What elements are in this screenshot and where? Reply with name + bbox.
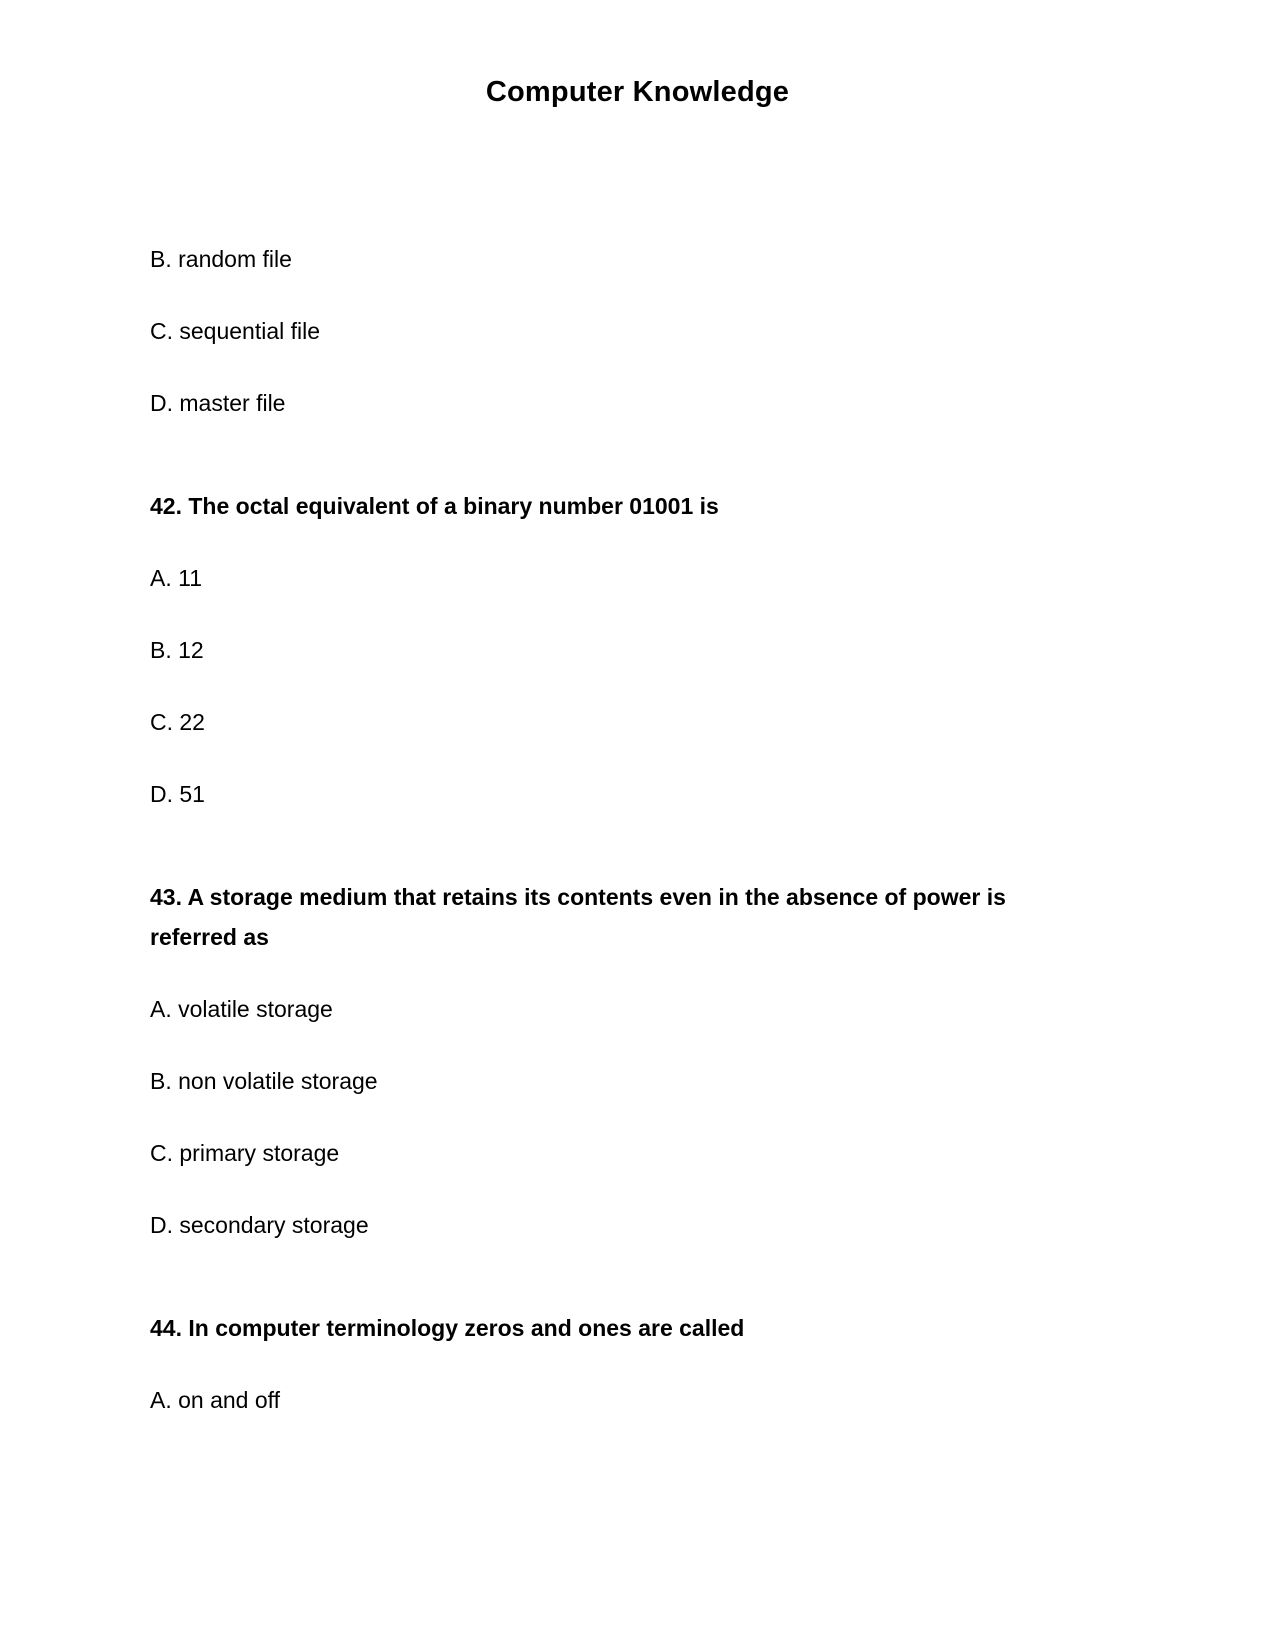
option-item: A. volatile storage xyxy=(150,996,333,1022)
question-43-text-line2: referred as xyxy=(150,924,269,950)
option-item: A. on and off xyxy=(150,1387,281,1413)
page-title: Computer Knowledge xyxy=(485,76,790,108)
question-43-text-line1: 43. A storage medium that retains its contents even in the absence of power is xyxy=(150,884,1006,910)
option-item: B. 12 xyxy=(150,637,204,663)
question-42-text: 42. The octal equivalent of a binary number 01001 is xyxy=(150,493,719,519)
option-item: D. master file xyxy=(150,390,286,416)
option-item: B. random file xyxy=(150,246,292,272)
option-item: D. 51 xyxy=(150,781,205,807)
option-item: C. primary storage xyxy=(150,1140,340,1166)
question-44-text: 44. In computer terminology zeros and ones are called xyxy=(150,1315,745,1341)
option-item: A. 11 xyxy=(150,565,202,591)
option-item: B. non volatile storage xyxy=(150,1068,378,1094)
option-item: D. secondary storage xyxy=(150,1212,369,1238)
option-item: C. 22 xyxy=(150,709,205,735)
option-item: C. sequential file xyxy=(150,318,321,344)
